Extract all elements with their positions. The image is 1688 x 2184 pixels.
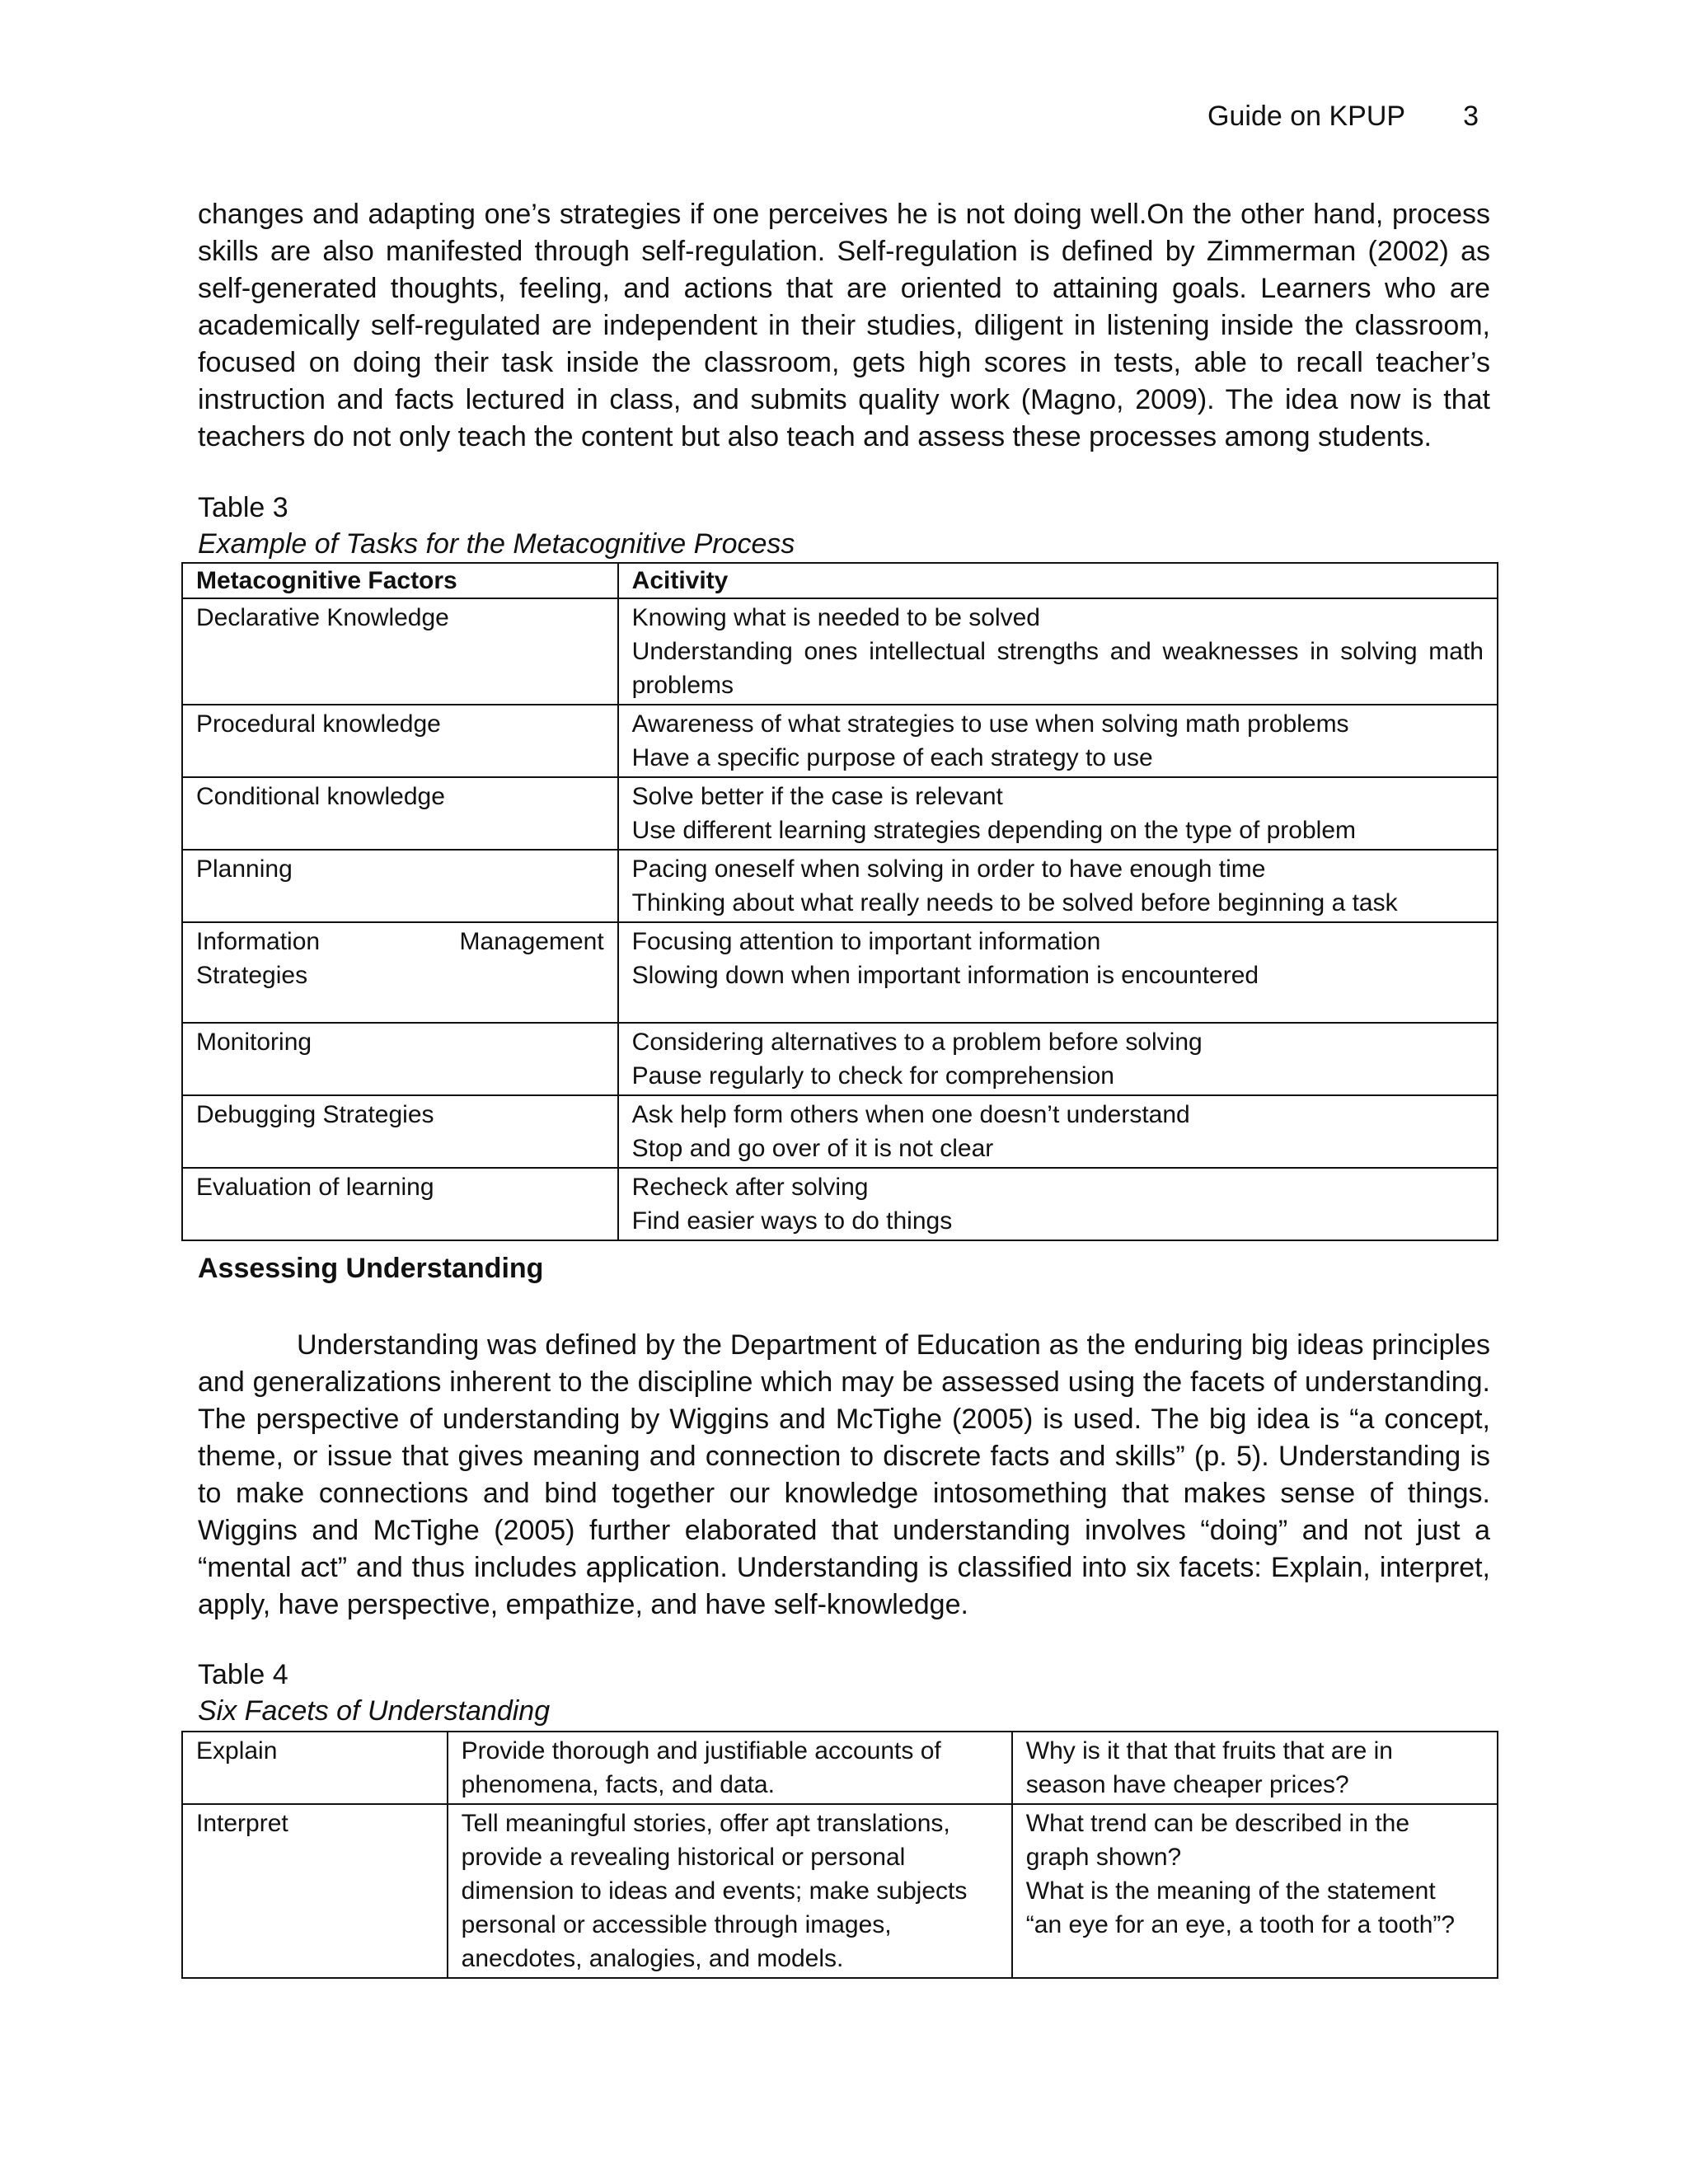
table-header-row [182,563,1498,598]
activity-line: Ask help form others when one doesn’t understand [631,1101,1190,1128]
table4-caption: Six Facets of Understanding [198,1695,551,1727]
factor-cell: Conditional knowledge [182,777,618,850]
example-line: “an eye for an eye, a tooth for a tooth”? [1025,1911,1456,1938]
factor-cell: Debugging Strategies [182,1095,618,1168]
table3-caption: Example of Tasks for the Metacognitive Process [198,528,795,560]
description-line: Tell meaningful stories, offer apt translations, [461,1810,950,1837]
factor-word: Information [196,928,321,955]
table-row [182,1732,1498,1804]
header-metacognitive-factors: Metacognitive Factors [182,563,618,598]
example-line: season have cheaper prices? [1025,1771,1349,1798]
example-cell [1012,1804,1498,1978]
metacognitive-table [181,562,1498,1241]
factor-cell: Monitoring [182,1023,618,1095]
table-row [182,1023,1498,1095]
facet-cell: Explain [182,1732,448,1804]
section-heading: Assessing Understanding [198,1253,544,1284]
example-line: Why is it that that fruits that are in [1025,1737,1393,1765]
table-row [182,922,1498,1023]
activity-cell [618,850,1498,922]
intro-paragraph: changes and adapting one’s strategies if one perceives he is not doing well.On the other hand, process skills are also manifested through self-regulation. Self-regulation is defined by Zimmerman (2002) as self-generated thoughts, feeling, and actions that are oriented to attaining goals. Learners who are academically self-regulated are independent in their studies, diligent in listening inside the classroom, focused on doing their task inside the classroom, gets high scores in tests, able to recall teacher’s instruction and facts lectured in class, and submits quality work (Magno, 2009). The idea now is that teachers do not only teach the content but also teach and assess these processes among students. [198,199,1490,452]
activity-line: Knowing what is needed to be solved [631,604,1040,631]
activity-line: Stop and go over of it is not clear [631,1135,994,1162]
table4-label: Table 4 [198,1659,288,1690]
six-facets-table [181,1731,1498,1979]
activity-cell [618,705,1498,777]
description-cell [448,1732,1012,1804]
example-line: What is the meaning of the statement [1025,1877,1436,1905]
table-row [182,1804,1498,1978]
table-row [182,1168,1498,1240]
activity-cell [618,598,1498,705]
activity-line: Recheck after solving [631,1174,869,1201]
activity-line: Understanding ones intellectual strengths and weaknesses in solving math problems [631,638,1484,699]
activity-line: Solve better if the case is relevant [631,783,1003,810]
understanding-section [198,1327,1490,1624]
page-header [1207,101,1479,133]
activity-cell [618,777,1498,850]
example-cell [1012,1732,1498,1804]
table-row [182,850,1498,922]
example-line: graph shown? [1025,1844,1182,1871]
table-row [182,598,1498,705]
activity-cell [618,922,1498,1023]
factor-cell: Evaluation of learning [182,1168,618,1240]
description-line: phenomena, facts, and data. [461,1771,775,1798]
factor-cell: Procedural knowledge [182,705,618,777]
activity-line: Have a specific purpose of each strategy to use [631,744,1153,771]
header-title: Guide on KPUP [1207,101,1406,132]
description-line: anecdotes, analogies, and models. [461,1945,844,1972]
description-line: Provide thorough and justifiable accounts of [461,1737,941,1765]
description-line: dimension to ideas and events; make subjects [461,1877,968,1905]
page-number: 3 [1463,101,1479,132]
header-activity: Acitivity [618,563,1498,598]
factor-word: Strategies [196,962,308,989]
factor-word: Management [459,928,604,955]
description-line: provide a revealing historical or personal [461,1844,906,1871]
table-row [182,705,1498,777]
activity-line: Use different learning strategies depending on the type of problem [631,817,1357,844]
table-row [182,1095,1498,1168]
understanding-paragraph: Understanding was defined by the Department of Education as the enduring big ideas principles and generalizations inherent to the discipline which may be assessed using the facets of understanding. The perspective of understanding by Wiggins and McTighe (2005) is used. The big idea is “a concept, theme, or issue that gives meaning and connection to discrete facts and skills” (p. 5). Understanding is to make connections and bind together our knowledge intosomething that makes sense of things. Wiggins and McTighe (2005) further elaborated that understanding involves “doing” and not just a “mental act” and thus includes application. Understanding is classified into six facets: Explain, interpret, apply, have perspective, empathize, and have self-knowledge. [198,1329,1490,1620]
activity-line: Slowing down when important information is encountered [631,962,1259,989]
activity-cell [618,1168,1498,1240]
activity-line: Considering alternatives to a problem before solving [631,1029,1203,1056]
table-row [182,777,1498,850]
example-line: What trend can be described in the [1025,1810,1410,1837]
activity-cell [618,1095,1498,1168]
activity-line: Pause regularly to check for comprehension [631,1062,1114,1090]
activity-line: Pacing oneself when solving in order to have enough time [631,855,1266,883]
activity-line: Focusing attention to important information [631,928,1101,955]
facet-cell: Interpret [182,1804,448,1978]
factor-cell [182,922,618,1023]
activity-line: Find easier ways to do things [631,1207,953,1235]
intro-section [198,196,1490,456]
description-cell [448,1804,1012,1978]
activity-cell [618,1023,1498,1095]
table3-label: Table 3 [198,492,288,523]
activity-line: Thinking about what really needs to be solved before beginning a task [631,889,1398,916]
factor-cell: Declarative Knowledge [182,598,618,705]
factor-cell: Planning [182,850,618,922]
activity-line: Awareness of what strategies to use when solving math problems [631,710,1349,738]
description-line: personal or accessible through images, [461,1911,892,1938]
